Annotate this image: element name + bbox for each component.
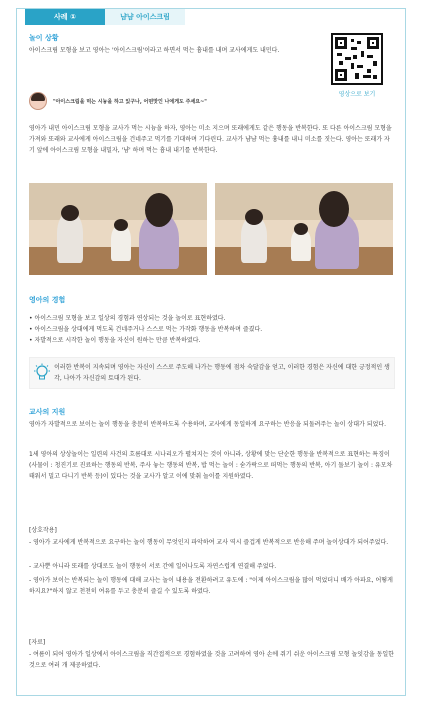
tip-text: 이러한 반복이 지속되며 영아는 자신이 스스로 주도해 나가는 행동에 점차 숙달감을 얻고, 이러한 경험은 자신에 대한 긍정적인 생각, 나아가 자신감의 토대가 된다. bbox=[54, 364, 390, 382]
list-item: • 자발적으로 시작한 놀이 행동을 자신이 원하는 만큼 반복하였다. bbox=[29, 337, 201, 344]
list-item: • 아이스크림을 상대에게 먹도록 건네주거나 스스로 먹는 가작화 행동을 반복하며 즐겼다. bbox=[29, 326, 263, 333]
play-situation-description: 영아가 내민 아이스크림 모형을 교사가 먹는 시늉을 하자, 영아는 미소 지으며 또래에게도 같은 행동을 반복한다. 또 다른 아이스크림 모형을 가져와 또래와 교사에게 아이스크림을 건네주고 먹기를 기대하며 기다린다. 교사가 냠냠 먹는 흉내를 내니 미소를 짓는다. 영아는 또래가 자기 앞에 아이스크림 모형을 내밀자, '냠' 하며 먹는 흉내 내기를 반복한다. bbox=[29, 125, 392, 154]
material-item: - 여름이 되어 영아가 일상에서 아이스크림을 직간접적으로 경험하였을 것을 고려하여 영아 손에 쥐기 쉬운 아이스크림 모형 놀잇감을 동일한 것으로 여러 개 제공하였다. bbox=[29, 651, 394, 669]
list-item: • 아이스크림 모형을 보고 일상의 경험과 연상되는 것을 놀이로 표현하였다. bbox=[29, 315, 226, 322]
case-title-tab: 냠냠 아이스크림 bbox=[105, 9, 185, 25]
teacher-support-title: 교사의 지원 bbox=[29, 408, 66, 416]
case-header bbox=[17, 9, 405, 25]
lightbulb-icon bbox=[30, 363, 54, 383]
quote-text: "아이스크림을 먹는 시늉을 하고 있구나, 어떤맛인 나에게도 주세요~" bbox=[53, 98, 207, 105]
play-situation-intro: 아이스크림 모형을 보고 영아는 '아이스크림'이라고 하면서 먹는 흉내를 내며 교사에게도 내민다. bbox=[29, 47, 280, 54]
video-link-label[interactable]: 영상으로 보기 bbox=[338, 91, 376, 98]
teacher-avatar-icon bbox=[29, 92, 47, 110]
photo-right bbox=[215, 183, 393, 275]
teacher-support-para2: 1세 영아의 상상놀이는 일련의 사건의 흐름대로 시나리오가 펼쳐지는 것이 아니라, 상황에 맞는 단순한 행동을 반복적으로 표현하는 특징이(사물이 : 청진기로 진료하는 행동의 반복, 주사 놓는 행동의 반복, 밥 먹는 놀이 : 숟가락으로 떠먹는 행동의 반복, 아기 돌보기 놀이 : 유모차 태워서 밀고 다니기 반복 등)이 있다는 것을 교사가 알고 이에 맞춰 놀이를 지원하였다. bbox=[29, 451, 393, 480]
material-label: [자료] bbox=[29, 639, 46, 646]
qr-code[interactable] bbox=[331, 33, 383, 85]
play-situation-title: 놀이 상황 bbox=[29, 34, 59, 42]
tip-box bbox=[29, 357, 395, 389]
teacher-quote bbox=[29, 91, 289, 111]
interaction-item-3: - 영아가 보이는 반복되는 놀이 행동에 대해 교사는 놀이 내용을 전환하려고 유도에 : "이제 아이스크림을 많이 먹었더니 배가 아파요, 어떻게 하지요?"하지 않고 천천히 여유를 두고 충분히 즐길 수 있도록 하였다. bbox=[29, 577, 393, 595]
interaction-item-1: - 영아가 교사에게 반복적으로 요구하는 놀이 행동이 무엇인지 파악하여 교사 역시 즐겁게 반복적으로 반응해 주며 놀이상대가 되어주었다. bbox=[29, 539, 389, 546]
teacher-support-para1: 영아가 자발적으로 보이는 놀이 행동을 충분히 반복하도록 수용하며, 교사에게 동일하게 요구하는 반응을 되돌려주는 놀이 상대가 되었다. bbox=[29, 421, 387, 428]
case-card bbox=[16, 8, 406, 696]
interaction-item-2: - 교사뿐 아니라 또래를 상대로도 놀이 행동이 서로 간에 일어나도록 자연스럽게 연결해 주었다. bbox=[29, 563, 277, 570]
infant-experience-title: 영아의 경험 bbox=[29, 296, 66, 304]
interaction-label: [상호작용] bbox=[29, 527, 57, 534]
infant-experience-list bbox=[29, 313, 399, 346]
case-number-tab: 사례 ① bbox=[25, 9, 105, 25]
photo-left bbox=[29, 183, 207, 275]
